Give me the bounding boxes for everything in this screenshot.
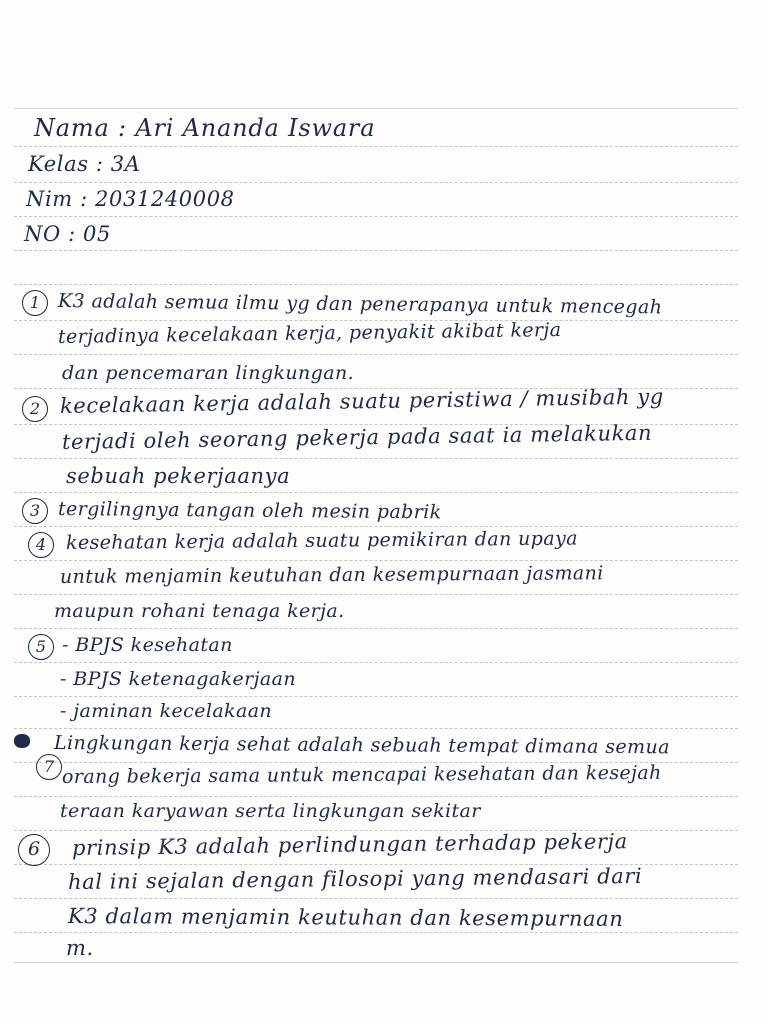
answer-number-1: 1 bbox=[22, 290, 48, 316]
ruled-line bbox=[14, 628, 738, 629]
answer-6-line-1: prinsip K3 adalah perlindungan terhadap pekerja bbox=[71, 829, 628, 860]
answer-7-line-2: orang bekerja sama untuk mencapai kesehatan dan kesejah bbox=[61, 761, 662, 788]
answer-2-line-1: kecelakaan kerja adalah suatu peristiwa / musibah yg bbox=[59, 384, 665, 418]
answer-4-line-3: maupun rohani tenaga kerja. bbox=[54, 600, 345, 622]
answer-5-line-1: - BPJS kesehatan bbox=[62, 634, 233, 656]
header-kelas: Kelas : 3A bbox=[28, 152, 141, 176]
ruled-line bbox=[14, 594, 738, 595]
header-nama: Nama : Ari Ananda Iswara bbox=[34, 114, 376, 142]
answer-5-line-3: - jaminan kecelakaan bbox=[60, 700, 273, 722]
answer-3-line-1: tergilingnya tangan oleh mesin pabrik bbox=[57, 498, 442, 524]
ruled-line bbox=[14, 108, 738, 109]
answer-2-line-3: sebuah pekerjaanya bbox=[66, 464, 291, 488]
ruled-line bbox=[14, 216, 738, 217]
ruled-line bbox=[14, 898, 738, 899]
ruled-line bbox=[14, 146, 738, 147]
ruled-line bbox=[14, 962, 738, 963]
ruled-line bbox=[14, 354, 738, 355]
ruled-line bbox=[14, 696, 738, 697]
ruled-line bbox=[14, 796, 738, 797]
answer-number-3: 3 bbox=[22, 498, 48, 524]
answer-1-line-3: dan pencemaran lingkungan. bbox=[62, 362, 355, 384]
ruled-line bbox=[14, 830, 738, 831]
ruled-line bbox=[14, 662, 738, 663]
ruled-line bbox=[14, 182, 738, 183]
answer-2-line-2: terjadi oleh seorang pekerja pada saat ia melakukan bbox=[61, 420, 653, 454]
ink-scribble bbox=[14, 734, 30, 748]
ruled-line bbox=[14, 458, 738, 459]
answer-1-line-2: terjadinya kecelakaan kerja, penyakit akibat kerja bbox=[57, 318, 562, 348]
answer-7-line-3: teraan karyawan serta lingkungan sekitar bbox=[60, 800, 481, 822]
ruled-line bbox=[14, 284, 738, 285]
ruled-line bbox=[14, 526, 738, 527]
answer-number-4: 4 bbox=[28, 532, 54, 558]
header-no: NO : 05 bbox=[24, 222, 111, 246]
answer-1-line-1: K3 adalah semua ilmu yg dan penerapanya untuk mencegah bbox=[57, 290, 663, 319]
ruled-line bbox=[14, 728, 738, 729]
answer-number-5: 5 bbox=[28, 634, 54, 660]
answer-6-line-4: m. bbox=[66, 936, 94, 960]
answer-number-6: 6 bbox=[18, 834, 50, 866]
ruled-line bbox=[14, 560, 738, 561]
answer-7-line-1: Lingkungan kerja sehat adalah sebuah tempat dimana semua bbox=[53, 732, 670, 759]
answer-6-line-2: hal ini sejalan dengan filosopi yang mendasari dari bbox=[67, 863, 643, 894]
header-nim: Nim : 2031240008 bbox=[26, 187, 235, 211]
ruled-line bbox=[14, 250, 738, 251]
answer-4-line-2: untuk menjamin keutuhan dan kesempurnaan jasmani bbox=[59, 562, 604, 588]
answer-5-line-2: - BPJS ketenagakerjaan bbox=[60, 668, 296, 690]
answer-number-7: 7 bbox=[36, 754, 62, 780]
answer-number-2: 2 bbox=[22, 396, 48, 422]
answer-6-line-3: K3 dalam menjamin keutuhan dan kesempurnaan bbox=[67, 904, 624, 931]
ruled-line bbox=[14, 492, 738, 493]
ruled-line bbox=[14, 932, 738, 933]
answer-4-line-1: kesehatan kerja adalah suatu pemikiran dan upaya bbox=[65, 527, 578, 554]
